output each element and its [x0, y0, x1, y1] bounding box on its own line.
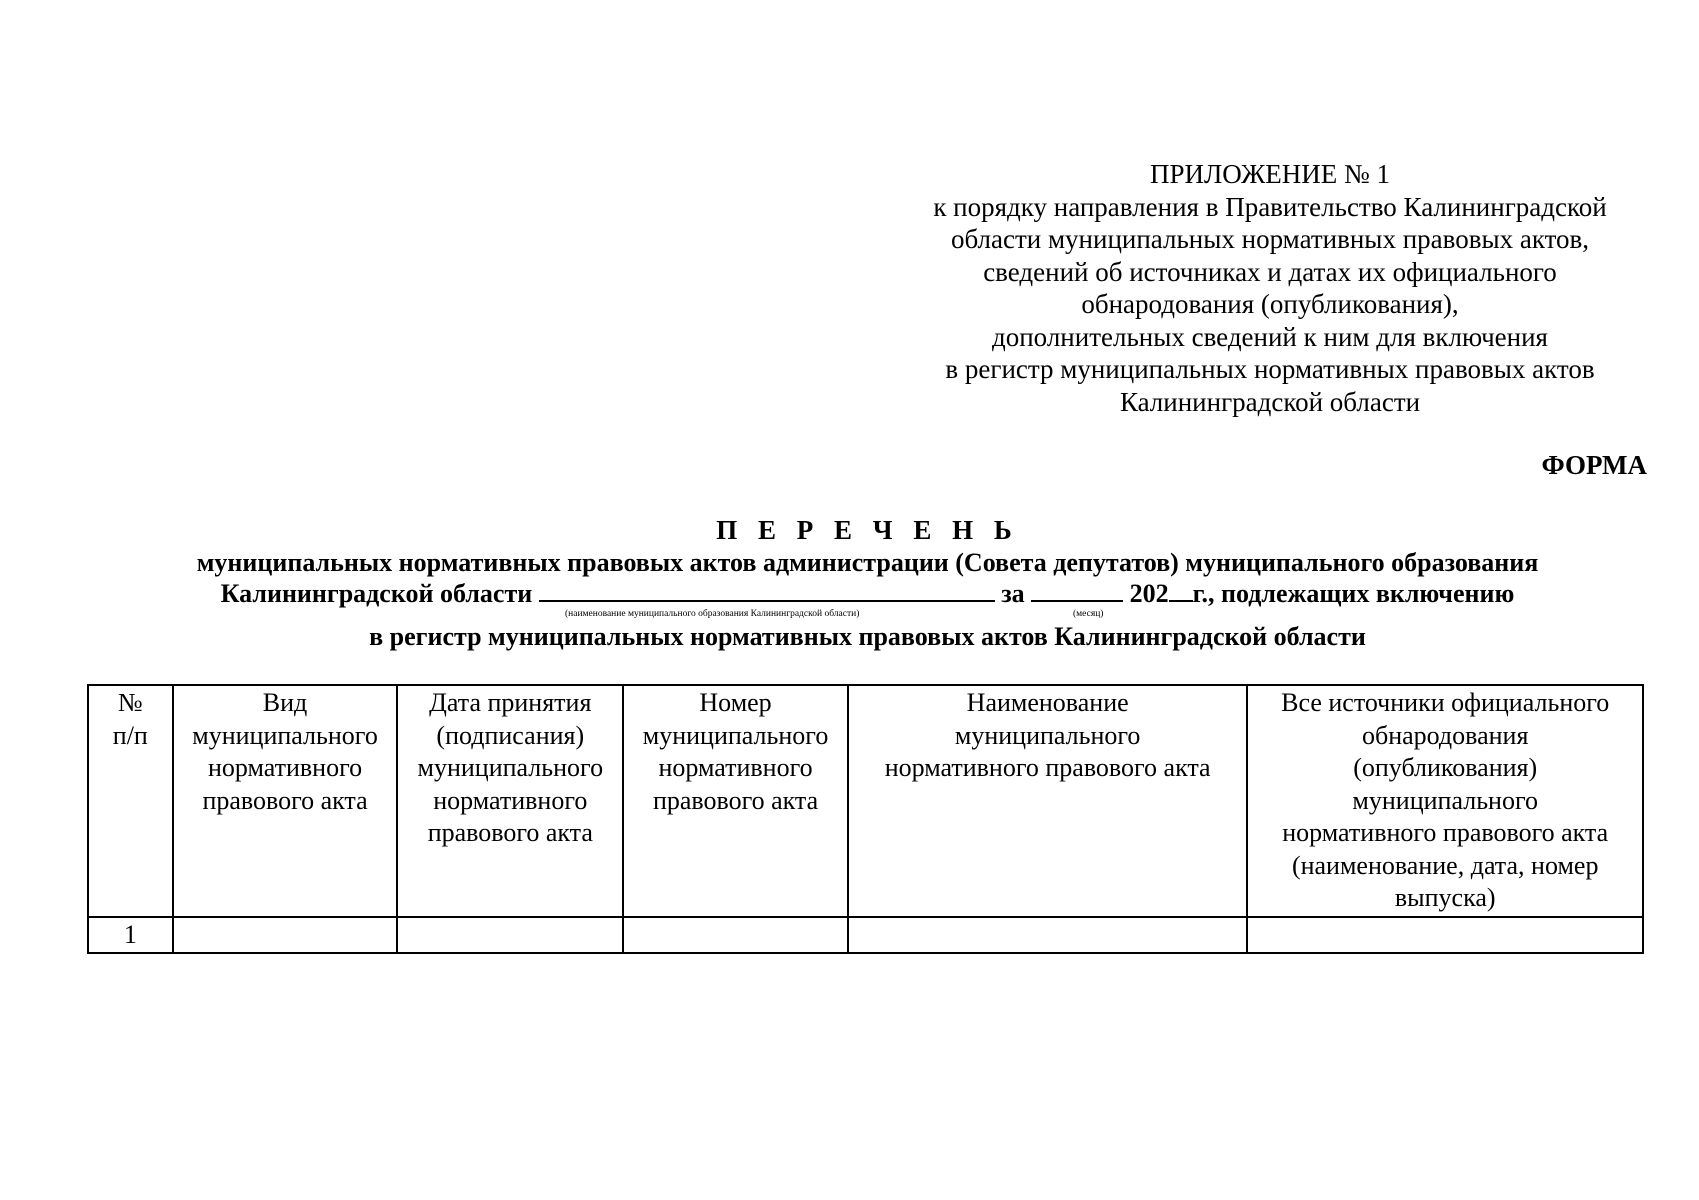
col-header-publication-sources: Все источники официального обнародования (опубликования) муниципального нормативного правового акта (наименование, дата, номер выпуска) — [1247, 685, 1643, 917]
appendix-line: к порядку направления в Правительство Калининградской — [933, 191, 1607, 222]
title-heading: П Е Р Е Ч Е Н Ь — [716, 515, 1019, 545]
month-blank[interactable] — [1031, 578, 1123, 602]
table-row — [88, 917, 1643, 954]
title-line-2-region: Калининградской области — [220, 579, 533, 608]
appendix-title: ПРИЛОЖЕНИЕ № 1 — [1149, 159, 1391, 189]
table-cell-number: 1 — [88, 917, 173, 954]
appendix-line: обнародования (опубликования), — [1081, 289, 1459, 319]
appendix-line: Калининградской области — [1119, 386, 1421, 417]
title-line-2-year: 202 — [1129, 579, 1169, 608]
table-cell[interactable] — [173, 917, 398, 954]
col-header-act-name: Наименование муниципального нормативного правового акта — [848, 685, 1247, 917]
appendix-line: сведений об источниках и датах их официального — [983, 256, 1557, 287]
col-header-number: № п/п — [88, 685, 173, 917]
appendix-header — [900, 158, 1640, 418]
year-blank[interactable] — [1169, 578, 1193, 602]
col-header-act-number: Номер муниципального нормативного правового акта — [623, 685, 848, 917]
col-header-act-type: Вид муниципального нормативного правового акта — [173, 685, 398, 917]
table-cell[interactable] — [848, 917, 1247, 954]
table-header-row — [88, 685, 1643, 917]
table-cell[interactable] — [397, 917, 623, 954]
month-caption: (месяц) — [1073, 609, 1104, 619]
title-line-2 — [80, 578, 1655, 609]
appendix-line: области муниципальных нормативных правовых актов, — [950, 224, 1590, 254]
blank-captions — [80, 609, 1655, 623]
appendix-line: дополнительных сведений к ним для включения — [992, 321, 1548, 352]
title-line-3: в регистр муниципальных нормативных правовых актов Калининградской области — [369, 622, 1366, 651]
table-cell[interactable] — [623, 917, 848, 954]
municipality-blank[interactable] — [539, 578, 995, 602]
title-line-2-tail: г., подлежащих включению — [1192, 579, 1515, 608]
table-cell[interactable] — [1247, 917, 1643, 954]
acts-table — [87, 684, 1644, 954]
document-title — [80, 512, 1655, 651]
title-line-1: муниципальных нормативных правовых актов администрации (Совета депутатов) муниципального образования — [196, 548, 1539, 577]
col-header-adoption-date: Дата принятия (подписания) муниципального нормативного правового акта — [397, 685, 623, 917]
appendix-line: в регистр муниципальных нормативных правовых актов — [945, 354, 1595, 384]
title-line-2-for: за — [1001, 579, 1025, 608]
form-label: ФОРМА — [1541, 450, 1647, 480]
municipality-caption: (наименование муниципального образования Калининградской области) — [565, 609, 860, 619]
